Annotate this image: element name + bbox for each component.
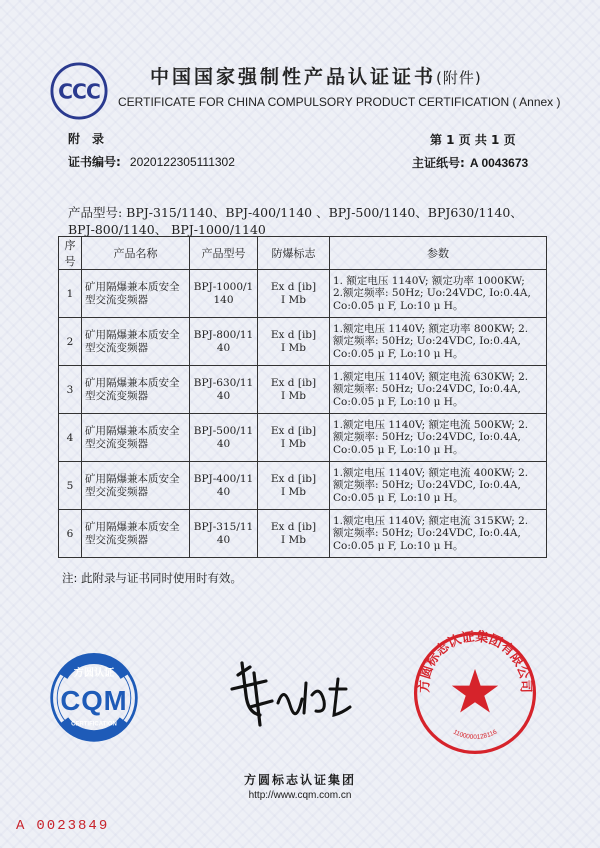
param-line-3: Co:0.05 μ F, Lo:10 μ H。	[333, 347, 464, 360]
table-row	[59, 462, 547, 510]
cell-model: BPJ-800/1140	[190, 318, 258, 366]
cell-model: BPJ-400/1140	[190, 462, 258, 510]
main-cert-number: A 0043673	[469, 156, 529, 170]
cert-number-label: 证书编号:	[68, 155, 121, 169]
cell-model: BPJ-1000/1140	[190, 270, 258, 318]
cell-no: 4	[59, 414, 82, 462]
serial-number	[16, 818, 109, 834]
param-line-2: 额定频率: 50Hz; Uo:24VDC, Io:0.4A,	[333, 335, 521, 348]
cqm-logo	[48, 652, 140, 744]
ccc-logo-text: CCC	[58, 79, 100, 104]
param-line-2: 额定频率: 50Hz; Uo:24VDC, Io:0.4A,	[333, 527, 521, 540]
mark-line-1: Ex d [ib]	[270, 376, 317, 389]
cell-no: 2	[59, 318, 82, 366]
table-row	[59, 414, 547, 462]
mark-line-2: I Mb	[281, 533, 306, 546]
cell-model: BPJ-630/1140	[190, 366, 258, 414]
cell-mark	[258, 270, 330, 318]
main-cert-label: 主证纸号:	[412, 156, 465, 170]
cell-model: BPJ-500/1140	[190, 414, 258, 462]
official-seal	[410, 628, 540, 758]
header-name: 产品名称	[82, 237, 190, 270]
signature	[220, 655, 370, 730]
table-header-row	[59, 237, 547, 270]
serial-prefix: A	[16, 818, 25, 834]
product-models-line-2: BPJ-800/1140、 BPJ-1000/1140	[68, 222, 266, 237]
cell-no: 6	[59, 510, 82, 558]
cell-no: 1	[59, 270, 82, 318]
cell-mark	[258, 318, 330, 366]
mark-line-1: Ex d [ib]	[270, 520, 317, 533]
cell-model: BPJ-315/1140	[190, 510, 258, 558]
table-row	[59, 366, 547, 414]
seal-ring-text-path: 方圆标志认证集团有限公司	[417, 629, 533, 693]
footer-website: http://www.cqm.com.cn	[248, 790, 352, 801]
cell-mark	[258, 414, 330, 462]
cqm-bottom-text: CERTIFICATION	[71, 721, 117, 728]
cell-name: 矿用隔爆兼本质安全型交流变频器	[82, 462, 190, 510]
serial-digits: 0023849	[36, 818, 110, 834]
table-row	[59, 270, 547, 318]
header-params: 参数	[330, 237, 547, 270]
param-line-3: Co:0.05 μ F, Lo:10 μ H。	[333, 491, 464, 504]
annex-label: 附 录	[68, 132, 105, 146]
cell-params	[330, 510, 547, 558]
main-cert-line	[412, 152, 528, 171]
title-main: 中国国家强制性产品认证证书	[150, 66, 437, 88]
cell-params	[330, 318, 547, 366]
param-line-1: 1.额定电压 1140V; 额定电流 315KW; 2.	[333, 514, 529, 527]
product-models-line-1: 产品型号: BPJ-315/1140、BPJ-400/1140 、BPJ-500/1140、BPJ630/1140、	[68, 205, 523, 220]
mark-line-1: Ex d [ib]	[270, 328, 317, 341]
title-annex: (附件)	[436, 69, 482, 87]
param-line-2: 2.额定频率: 50Hz; Uo:24VDC, Io:0.4A,	[333, 287, 531, 300]
cell-mark	[258, 510, 330, 558]
cell-mark	[258, 366, 330, 414]
cell-mark	[258, 462, 330, 510]
cell-name: 矿用隔爆兼本质安全型交流变频器	[82, 414, 190, 462]
param-line-3: Co:0.05 μ F, Lo:10 μ H。	[333, 443, 464, 456]
mark-line-2: I Mb	[281, 437, 306, 450]
annex-note: 注: 此附录与证书同时使用时有效。	[62, 571, 243, 585]
mark-line-2: I Mb	[281, 389, 306, 402]
mark-line-2: I Mb	[281, 485, 306, 498]
param-line-1: 1.额定电压 1140V; 额定电流 400KW; 2.	[333, 466, 529, 479]
cqm-top-text: 方圆认证	[73, 667, 115, 679]
cell-params	[330, 414, 547, 462]
mark-line-2: I Mb	[281, 341, 306, 354]
ccc-logo	[50, 62, 108, 120]
header-mark: 防爆标志	[258, 237, 330, 270]
param-line-1: 1.额定电压 1140V; 额定电流 630KW; 2.	[333, 370, 529, 383]
cell-name: 矿用隔爆兼本质安全型交流变频器	[82, 366, 190, 414]
product-models	[68, 204, 568, 238]
cell-name: 矿用隔爆兼本质安全型交流变频器	[82, 510, 190, 558]
cell-params	[330, 462, 547, 510]
param-line-3: Co:0.05 μ F, Lo:10 μ H。	[333, 395, 464, 408]
mark-line-2: I Mb	[281, 293, 306, 306]
seal-code-text	[452, 728, 499, 740]
cell-no: 5	[59, 462, 82, 510]
param-line-1: 1.额定电压 1140V; 额定电流 500KW; 2.	[333, 418, 529, 431]
param-line-2: 额定频率: 50Hz; Uo:24VDC, Io:0.4A,	[333, 431, 521, 444]
page-info: 第 1 页 共 1 页	[430, 133, 516, 147]
cqm-brand-text: CQM	[60, 684, 128, 716]
header-model: 产品型号	[190, 237, 258, 270]
cell-name: 矿用隔爆兼本质安全型交流变频器	[82, 318, 190, 366]
table-row	[59, 318, 547, 366]
cell-no: 3	[59, 366, 82, 414]
param-line-2: 额定频率: 50Hz; Uo:24VDC, Io:0.4A,	[333, 479, 521, 492]
param-line-3: Co:0.05 μ F, Lo:10 μ H。	[333, 299, 464, 312]
param-line-2: 额定频率: 50Hz; Uo:24VDC, Io:0.4A,	[333, 383, 521, 396]
param-line-1: 1. 额定电压 1140V; 额定功率 1000KW;	[333, 274, 525, 287]
header-no: 序号	[59, 237, 82, 270]
footer-organization: 方圆标志认证集团	[243, 773, 356, 787]
mark-line-1: Ex d [ib]	[270, 424, 317, 437]
cell-params	[330, 366, 547, 414]
mark-line-1: Ex d [ib]	[270, 472, 317, 485]
product-table	[58, 236, 547, 558]
table-row	[59, 510, 547, 558]
seal-code-path: 1100000128116	[451, 728, 499, 741]
mark-line-1: Ex d [ib]	[270, 280, 317, 293]
cert-number-line	[68, 151, 235, 170]
title-chinese	[150, 62, 482, 89]
cell-name: 矿用隔爆兼本质安全型交流变频器	[82, 270, 190, 318]
cell-params	[330, 270, 547, 318]
cert-number: 2020122305111302	[129, 155, 235, 169]
title-english: CERTIFICATE FOR CHINA COMPULSORY PRODUCT CERTIFICATION ( Annex )	[118, 95, 561, 109]
seal-star-icon	[452, 669, 498, 713]
param-line-1: 1.额定电压 1140V; 额定功率 800KW; 2.	[333, 322, 529, 335]
param-line-3: Co:0.05 μ F, Lo:10 μ H。	[333, 539, 464, 552]
